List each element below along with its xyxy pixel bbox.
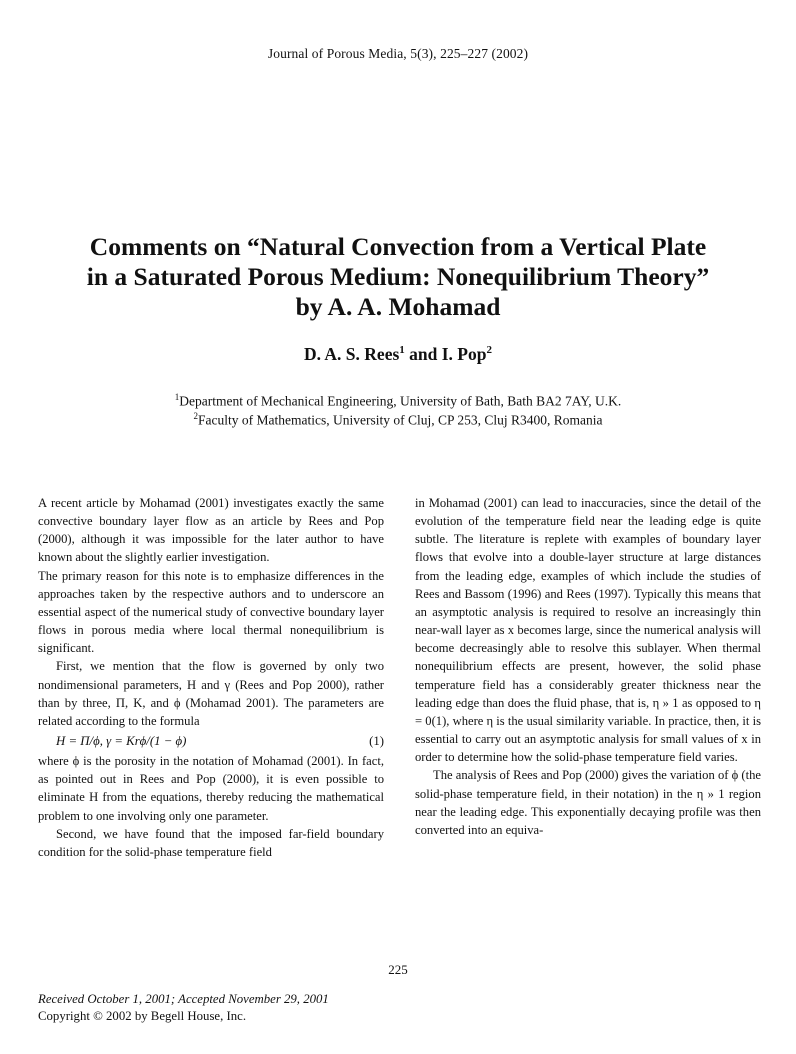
equation-number: (1) (369, 733, 384, 748)
received-dates: Received October 1, 2001; Accepted November 29, 2001 (38, 992, 329, 1006)
author-list (0, 344, 796, 365)
title-line-2: in a Saturated Porous Medium: Nonequilibrium Theory” (86, 262, 710, 291)
copyright-notice: Copyright © 2002 by Begell House, Inc. (38, 1009, 247, 1023)
author-connector: and (404, 344, 442, 364)
affiliation-1 (0, 392, 796, 410)
paragraph: The analysis of Rees and Pop (2000) gives the variation of ϕ (the solid-phase temperature field, in their notation) in the η » 1 region near the leading edge. This exponentially decaying profile was then converted into an equiva- (415, 768, 761, 837)
affiliation-text: Department of Mechanical Engineering, University of Bath, Bath BA2 7AY, U.K. (179, 393, 622, 409)
affiliation-marker: 2 (193, 411, 198, 421)
page-number: 225 (388, 962, 408, 977)
journal-header: Journal of Porous Media, 5(3), 225–227 (2002) (267, 46, 529, 61)
paragraph: in Mohamad (2001) can lead to inaccuracies, since the detail of the evolution of the temperature field near the leading edge is quite subtle. The literature is replete with examples of boundary layer flows that evolve into a double-layer structure at large distances from the leading edge, examples of which include the studies of Rees and Bassom (1996) and Rees (1997). Typically this means that an asymptotic analysis is required to resolve an increasingly thin near-wall layer as x becomes large, since the numerical analysis will become decreasingly able to resolve this sublayer. When thermal nonequilibrium effects are present, however, the solid phase temperature field has a considerably greater thickness near the leading edge than does the fluid phase, that is, η » 1 as opposed to η = 0(1), where η is the usual similarity variable. In practice, then, it is essential to carry out an asymptotic analysis for small values of x in order to determine how the solid-phase temperature field varies. (415, 496, 761, 765)
paragraph: The primary reason for this note is to emphasize differences in the approaches taken by the respective authors and to underscore an essential aspect of the numerical study of convective boundary layer flows in porous media where local thermal nonequilibrium is significant. (38, 568, 384, 656)
affiliation-marker: 2 (486, 344, 492, 357)
equation-text: H = Π/ϕ, γ = Krϕ/(1 − ϕ) (56, 733, 187, 748)
paragraph: A recent article by Mohamad (2001) investigates exactly the same convective boundary layer flow as an article by Rees and Pop (2000), although it was impossible for the later author to have known about the slightly earlier investigation. (38, 496, 384, 565)
title-line-1: Comments on “Natural Convection from a Vertical Plate (89, 232, 707, 261)
right-column (415, 494, 761, 839)
equation (38, 730, 384, 752)
affiliation-text: Faculty of Mathematics, University of Cluj, CP 253, Cluj R3400, Romania (198, 412, 603, 428)
paragraph: where ϕ is the porosity in the notation of Mohamad (2001). In fact, as pointed out in Rees and Pop (2000), it is even possible to eliminate H from the equations, thereby reducing the mathematical problem to one involving only one parameter. (38, 754, 384, 823)
title-line-3: by A. A. Mohamad (295, 292, 501, 321)
author-name: D. A. S. Rees (304, 344, 400, 364)
affiliation-marker: 1 (174, 392, 180, 402)
paper-title (40, 232, 756, 322)
author-name: I. Pop (441, 344, 487, 364)
affiliation-2 (0, 411, 796, 429)
left-column (38, 494, 384, 861)
affiliation-marker: 1 (399, 344, 405, 357)
paragraph: First, we mention that the flow is governed by only two nondimensional parameters, H and γ (Rees and Pop 2000), rather than by three, Π, K, and ϕ (Mohamad 2001). The parameters are related according to the formula (38, 659, 384, 728)
paragraph: Second, we have found that the imposed far-field boundary condition for the solid-phase temperature field (38, 826, 384, 859)
